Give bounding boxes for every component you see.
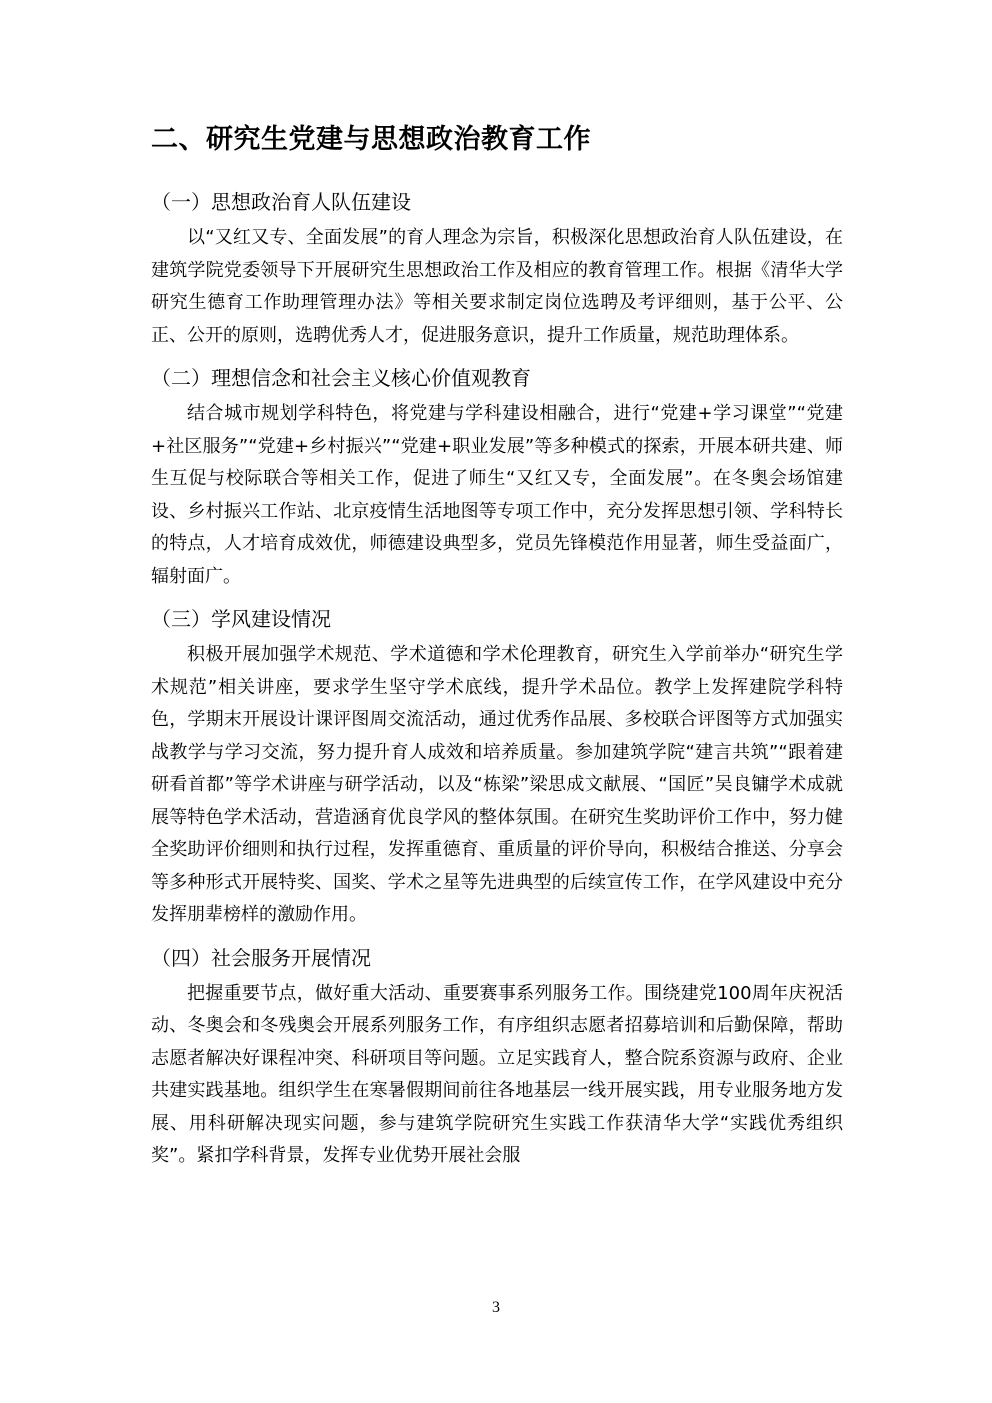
section-title-4: （四）社会服务开展情况 xyxy=(151,945,371,970)
page-content xyxy=(151,118,843,1179)
section-paragraph-2: 结合城市规划学科特色，将党建与学科建设相融合，进行“党建+学习课堂”“党建+社区服务”“党建+乡村振兴”“党建+职业发展”等多种模式的探索，开展本研共建、师生互促与校际联合等相关工作，促进了师生“又红又专，全面发展”。在冬奥会场馆建设、乡村振兴工作站、北京疫情生活地图等专项工作中，充分发挥思想引领、学科特长的特点，人才培育成效优，师德建设典型多，党员先锋模范作用显著，师生受益面广，辐射面广。 xyxy=(151,403,843,587)
section-title-1: （一）思想政治育人队伍建设 xyxy=(151,190,411,214)
chapter-heading: 二、研究生党建与思想政治教育工作 xyxy=(151,124,591,155)
section-paragraph-3: 积极开展加强学术规范、学术道德和学术伦理教育，研究生入学前举办“研究生学术规范”相关讲座，要求学生坚守学术底线，提升学术品位。教学上发挥建院学科特色，学期末开展设计课评图周交流活动，通过优秀作品展、多校联合评图等方式加强实战教学与学习交流，努力提升育人成效和培养质量。参加建筑学院“建言共筑”“跟着建研看首都”等学术讲座与研学活动，以及“栋梁”梁思成文献展、“国匠”吴良镛学术成就展等特色学术活动，营造涵育优良学风的整体氛围。在研究生奖助评价工作中，努力健全奖助评价细则和执行过程，发挥重德育、重质量的评价导向，积极结合推送、分享会等多种形式开展特奖、国奖、学术之星等先进典型的后续宣传工作，在学风建设中充分发挥朋辈榜样的激励作用。 xyxy=(151,644,843,925)
page-number: 3 xyxy=(492,1299,500,1316)
section-title-2: （二）理想信念和社会主义核心价值观教育 xyxy=(151,366,531,390)
section-title-3: （三）学风建设情况 xyxy=(151,607,331,631)
section-paragraph-1: 以“又红又专、全面发展”的育人理念为宗旨，积极深化思想政治育人队伍建设，在建筑学院党委领导下开展研究生思想政治工作及相应的教育管理工作。根据《清华大学研究生德育工作助理管理办法》等相关要求制定岗位选聘及考评细则，基于公平、公正、公开的原则，选聘优秀人才，促进服务意识，提升工作质量，规范助理体系。 xyxy=(151,227,843,346)
section-paragraph-4: 把握重要节点，做好重大活动、重要赛事系列服务工作。围绕建党100周年庆祝活动、冬奥会和冬残奥会开展系列服务工作，有序组织志愿者招募培训和后勤保障，帮助志愿者解决好课程冲突、科研项目等问题。立足实践育人，整合院系资源与政府、企业共建实践基地。组织学生在寒暑假期间前往各地基层一线开展实践，用专业服务地方发展、用科研解决现实问题，参与建筑学院研究生实践工作获清华大学“实践优秀组织奖”。紧扣学科背景，发挥专业优势开展社会服 xyxy=(151,982,843,1166)
